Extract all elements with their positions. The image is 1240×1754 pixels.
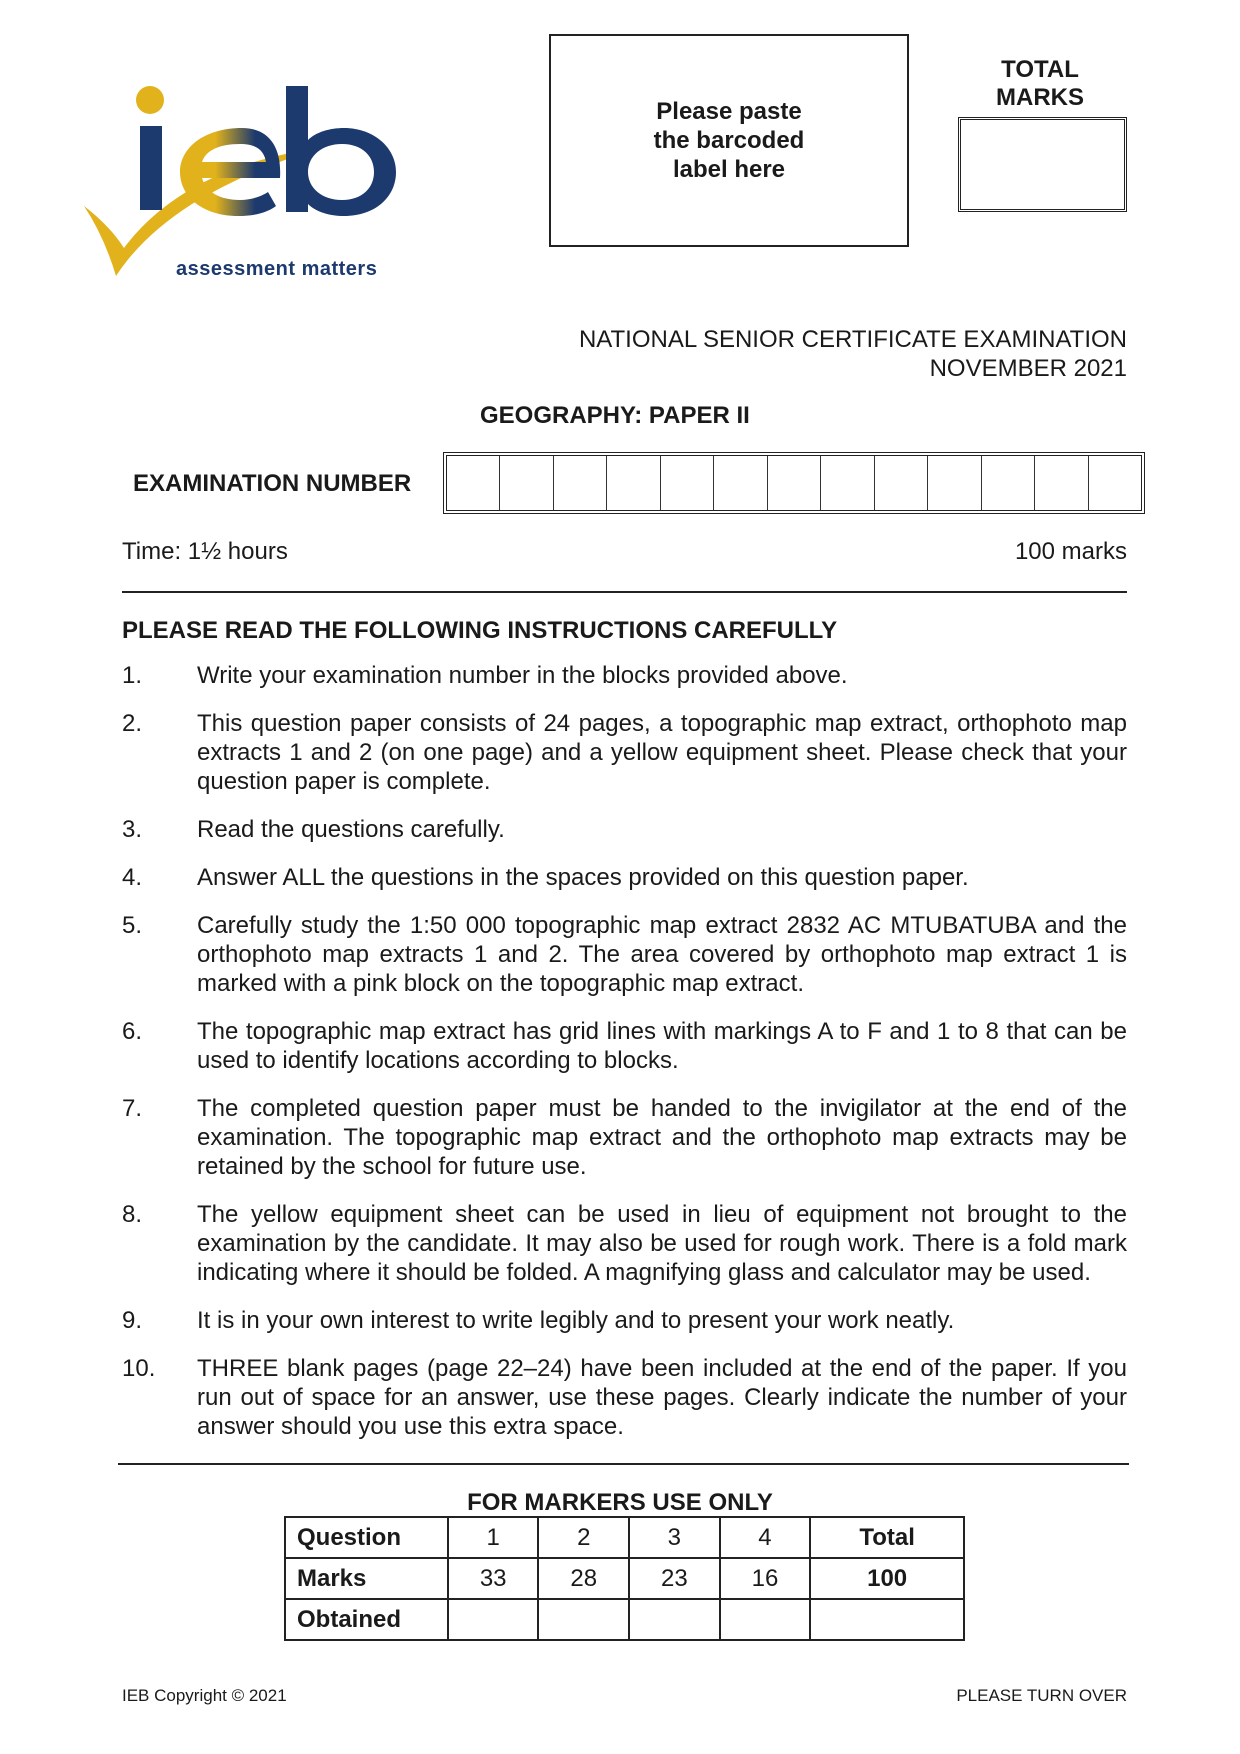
divider-bottom	[118, 1463, 1129, 1465]
i-stem	[140, 126, 162, 210]
examination-number-cell[interactable]	[447, 456, 500, 510]
markers-title: FOR MARKERS USE ONLY	[467, 1489, 773, 1516]
markers-cell: 28	[538, 1558, 629, 1599]
instruction-number: 10.	[122, 1355, 156, 1382]
obtained-mark-cell[interactable]	[448, 1599, 539, 1640]
instruction-number: 8.	[122, 1201, 143, 1228]
markers-cell: 16	[720, 1558, 811, 1599]
instruction-item	[122, 1200, 1127, 1287]
markers-row	[285, 1558, 964, 1599]
examination-number-cell[interactable]	[1089, 456, 1141, 510]
instruction-number: 7.	[122, 1095, 143, 1122]
barcode-instruction: Please paste the barcoded label here	[653, 98, 805, 183]
total-marks-value: 100 marks	[1014, 538, 1127, 565]
footer-copyright: IEB Copyright © 2021	[122, 1686, 287, 1705]
obtained-mark-cell[interactable]	[720, 1599, 811, 1640]
total-marks-title: TOTAL MARKS	[996, 56, 1084, 111]
examination-number-cell[interactable]	[607, 456, 660, 510]
examination-number-cell[interactable]	[928, 456, 981, 510]
markers-cell: 4	[720, 1517, 811, 1558]
divider-top	[122, 591, 1127, 593]
instructions-list	[122, 661, 1127, 1460]
examination-number-cell[interactable]	[768, 456, 821, 510]
instruction-number: 1.	[122, 662, 143, 689]
ieb-logo-graphic	[82, 86, 432, 316]
obtained-mark-cell[interactable]	[538, 1599, 629, 1640]
instruction-text: It is in your own interest to write legibly and to present your work neatly.	[197, 1307, 955, 1334]
markers-cell: 23	[629, 1558, 720, 1599]
markers-row-label: Question	[285, 1517, 448, 1558]
total-marks-box[interactable]	[958, 117, 1127, 212]
footer-turn-over: PLEASE TURN OVER	[956, 1686, 1127, 1705]
letter-b	[286, 86, 396, 216]
instruction-number: 2.	[122, 710, 143, 737]
instruction-number: 5.	[122, 912, 143, 939]
instruction-item	[122, 911, 1127, 998]
markers-row-label: Obtained	[285, 1599, 448, 1640]
instruction-item	[122, 709, 1127, 796]
letter-e	[180, 128, 280, 216]
instruction-item	[122, 661, 1127, 690]
paper-subject: GEOGRAPHY: PAPER II	[480, 402, 750, 429]
instruction-text: The topographic map extract has grid lines with markings A to F and 1 to 8 that can be used to identify locations according to blocks.	[197, 1018, 1127, 1074]
examination-number-cell[interactable]	[821, 456, 874, 510]
instruction-number: 6.	[122, 1018, 143, 1045]
markers-cell: 3	[629, 1517, 720, 1558]
instruction-text: This question paper consists of 24 pages, a topographic map extract, orthophoto map extracts 1 and 2 (on one page) and a yellow equipment sheet. Please check that your question paper is complete.	[197, 710, 1127, 795]
markers-total-cell: Total	[810, 1517, 964, 1558]
instruction-item	[122, 863, 1127, 892]
instruction-item	[122, 1017, 1127, 1075]
instruction-text: Write your examination number in the blocks provided above.	[197, 662, 848, 689]
i-dot	[136, 86, 164, 114]
instruction-item	[122, 1094, 1127, 1181]
markers-row	[285, 1599, 964, 1640]
markers-cell: 1	[448, 1517, 539, 1558]
markers-table	[284, 1516, 965, 1641]
logo-tagline: assessment matters	[176, 258, 378, 280]
markers-row	[285, 1517, 964, 1558]
exam-date: NOVEMBER 2021	[929, 355, 1127, 382]
instruction-text: THREE blank pages (page 22–24) have been included at the end of the paper. If you run out of space for an answer, use these pages. Clearly indicate the number of your answer should you use this extra space.	[197, 1355, 1127, 1440]
obtained-mark-cell[interactable]	[629, 1599, 720, 1640]
instruction-item	[122, 1306, 1127, 1335]
instruction-item	[122, 815, 1127, 844]
markers-cell: 2	[538, 1517, 629, 1558]
instruction-number: 4.	[122, 864, 143, 891]
instruction-text: Carefully study the 1:50 000 topographic map extract 2832 AC MTUBATUBA and the orthophoto map extracts 1 and 2. The area covered by orthophoto map extract 1 is marked with a pink block on the topographic map extract.	[197, 912, 1127, 997]
examination-number-cell[interactable]	[554, 456, 607, 510]
ieb-logo	[82, 86, 432, 316]
barcode-label-box	[549, 34, 909, 247]
markers-total-cell: 100	[810, 1558, 964, 1599]
examination-number-label: EXAMINATION NUMBER	[133, 470, 412, 497]
examination-number-boxes	[443, 452, 1145, 514]
instructions-heading: PLEASE READ THE FOLLOWING INSTRUCTIONS CAREFULLY	[122, 617, 838, 644]
instruction-number: 3.	[122, 816, 143, 843]
instruction-text: The completed question paper must be handed to the invigilator at the end of the examination. The topographic map extract and the orthophoto map extracts may be retained by the school for future use.	[197, 1095, 1127, 1180]
instruction-text: The yellow equipment sheet can be used in lieu of equipment not brought to the examination by the candidate. It may also be used for rough work. There is a fold mark indicating where it should be folded. A magnifying glass and calculator may be used.	[197, 1201, 1127, 1286]
exam-name: NATIONAL SENIOR CERTIFICATE EXAMINATION	[578, 326, 1127, 353]
examination-number-cell[interactable]	[500, 456, 553, 510]
markers-row-label: Marks	[285, 1558, 448, 1599]
examination-number-cell[interactable]	[1035, 456, 1088, 510]
examination-number-cell[interactable]	[982, 456, 1035, 510]
instruction-text: Read the questions carefully.	[197, 816, 505, 843]
obtained-total-cell[interactable]	[810, 1599, 964, 1640]
examination-number-cell[interactable]	[875, 456, 928, 510]
markers-cell: 33	[448, 1558, 539, 1599]
instruction-text: Answer ALL the questions in the spaces provided on this question paper.	[197, 864, 969, 891]
examination-number-cell[interactable]	[714, 456, 767, 510]
time-allowed: Time: 1½ hours	[122, 538, 288, 565]
instruction-item	[122, 1354, 1127, 1441]
examination-number-cell[interactable]	[661, 456, 714, 510]
instruction-number: 9.	[122, 1307, 143, 1334]
